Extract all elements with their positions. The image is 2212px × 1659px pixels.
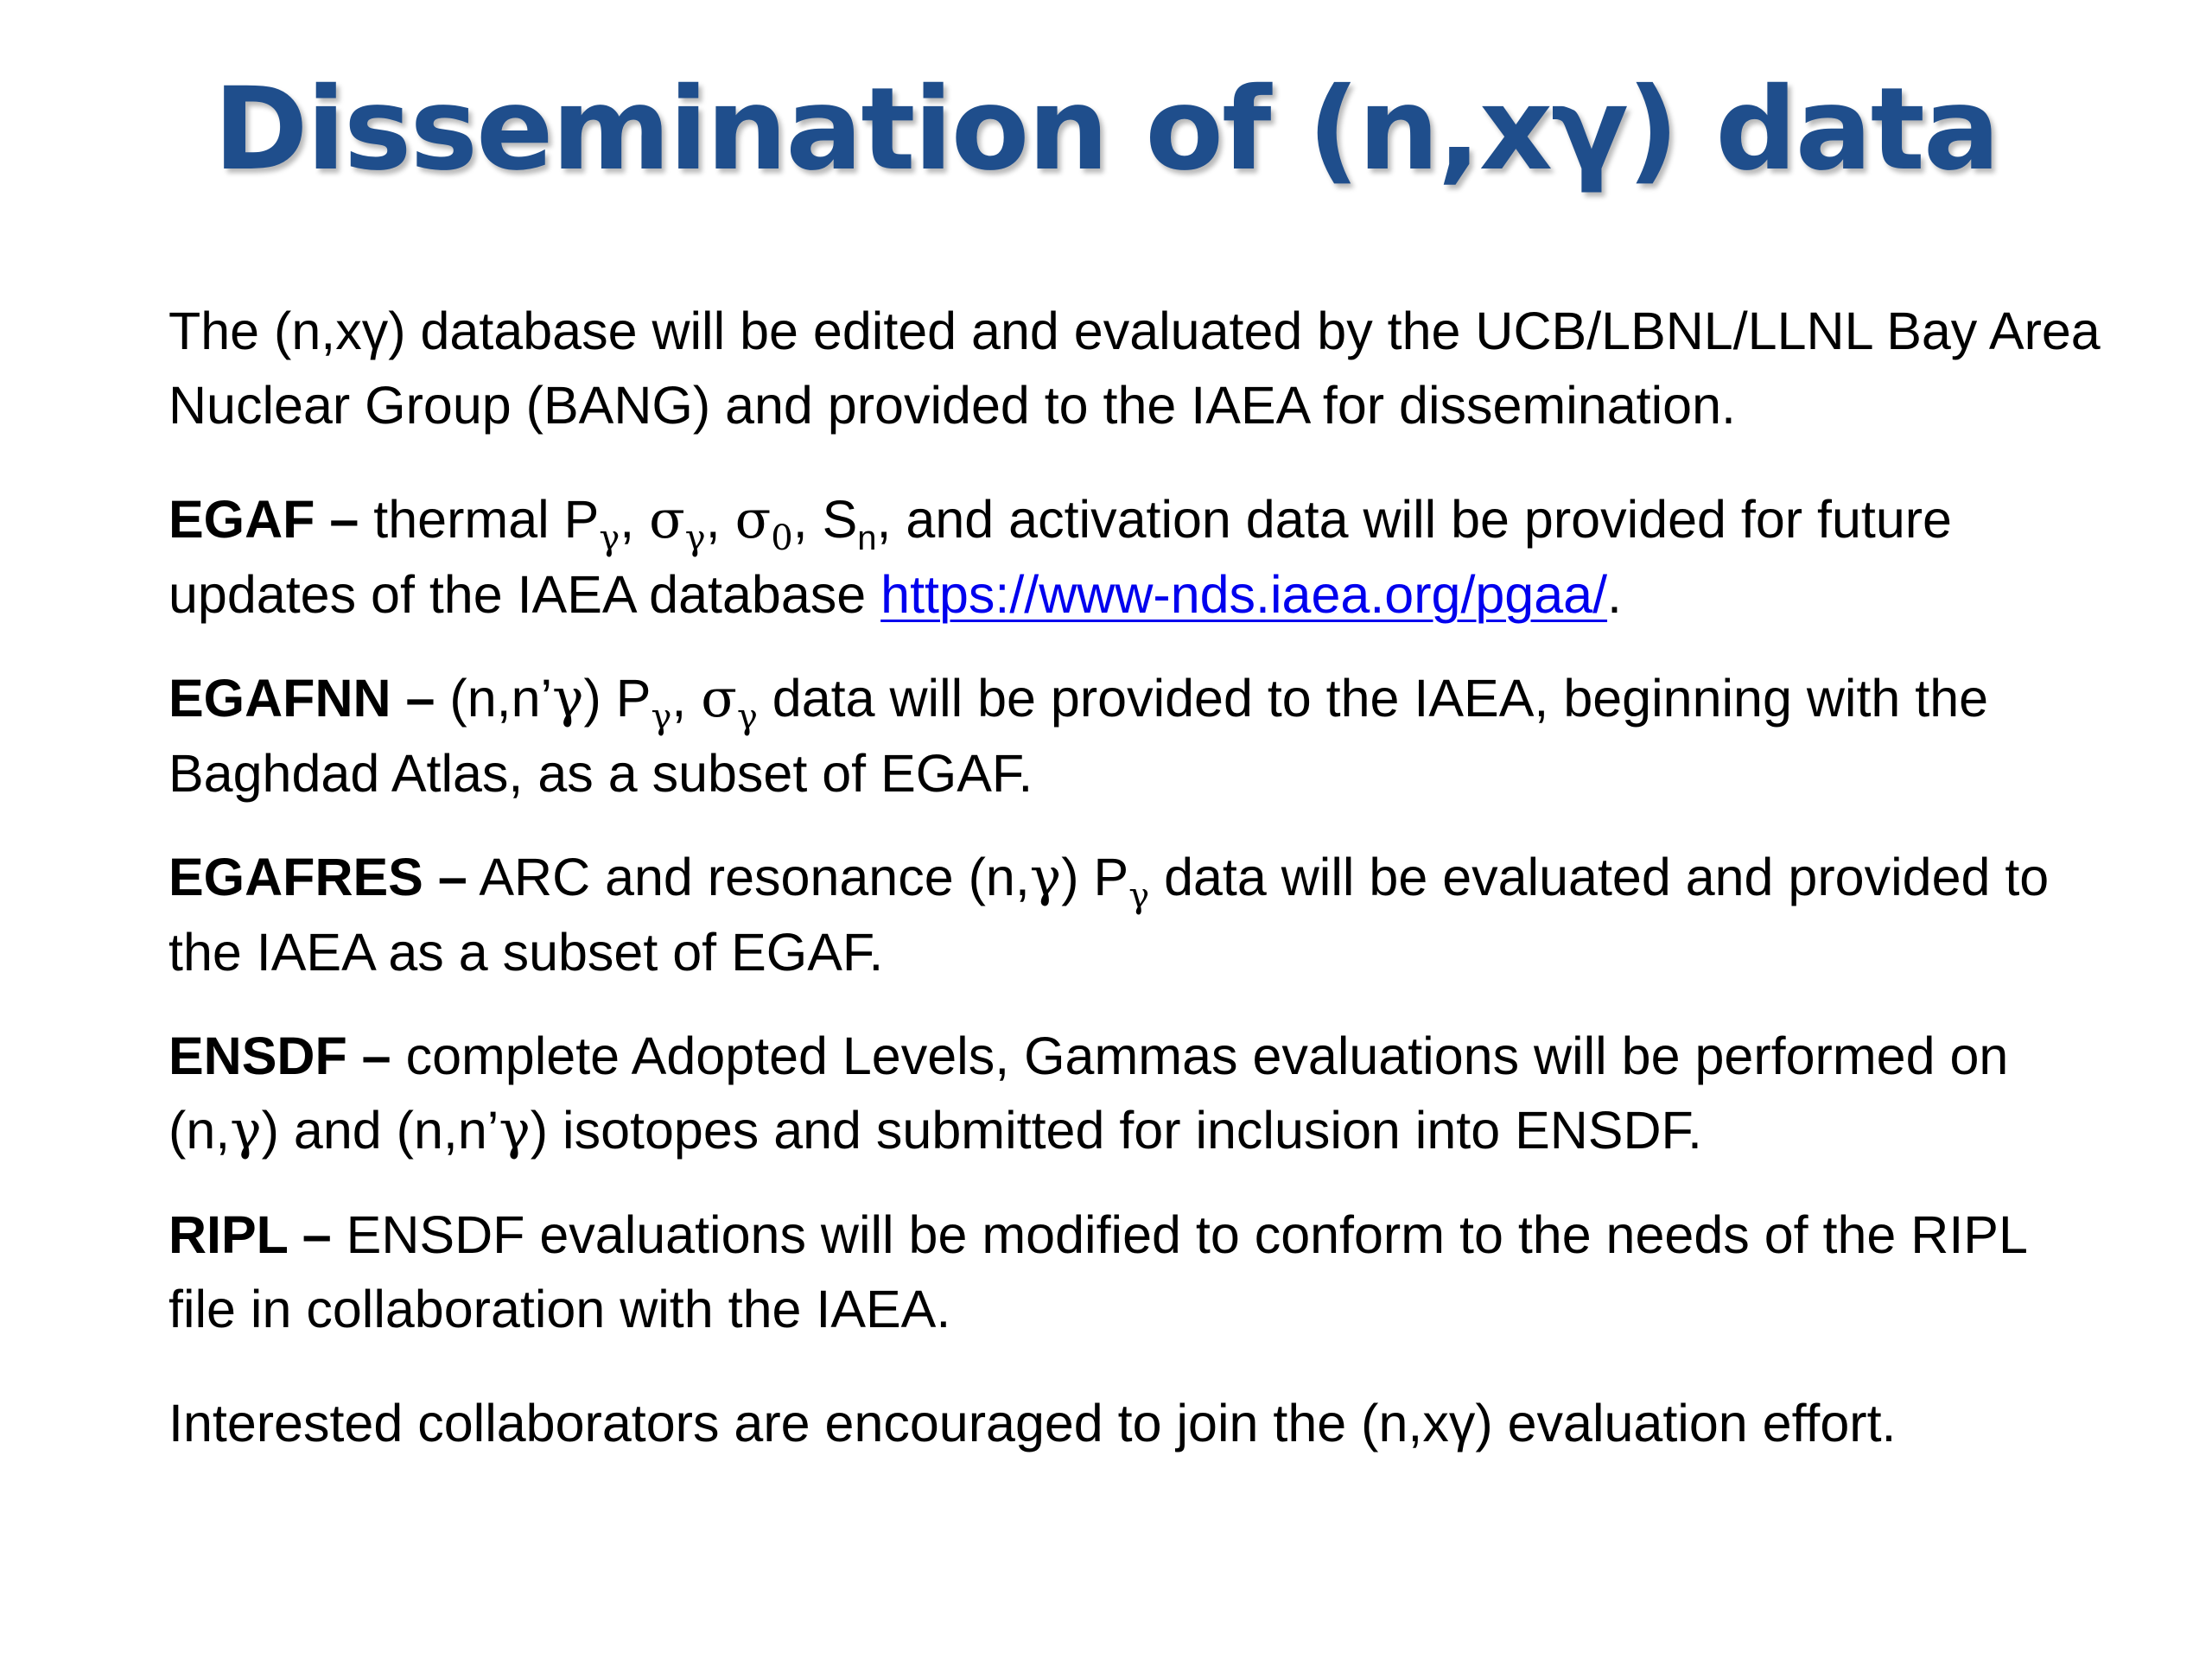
ensdf-text-a: complete Adopted Levels, Gammas evaluations will be performed on (n, xyxy=(168,1027,2009,1160)
egafres-text-b: ) P xyxy=(1061,848,1129,906)
egaf-sigma-1: σ xyxy=(649,489,685,550)
egaf-text-d: , S xyxy=(792,490,858,549)
ensdf-text-b: ) and (n,n’ xyxy=(261,1101,499,1160)
egaf-subscript-n: n xyxy=(857,519,877,557)
closing-paragraph: Interested collaborators are encouraged to join the (n,xγ) evaluation effort. xyxy=(168,1394,1897,1452)
ensdf-gamma-2: γ xyxy=(499,1100,531,1161)
egafres-text-c: data will be evaluated and provided to the IAEA as a subset of EGAF. xyxy=(168,848,2050,982)
egaf-text-c: , xyxy=(705,490,735,549)
egafres-subscript-gamma: γ xyxy=(1128,876,1150,916)
egafnn-sigma: σ xyxy=(701,668,737,729)
egafnn-paragraph xyxy=(168,661,2104,810)
egafres-paragraph xyxy=(168,840,2104,989)
ensdf-term: ENSDF – xyxy=(168,1027,391,1085)
ripl-term: RIPL – xyxy=(168,1205,332,1264)
egafres-text-a: ARC and resonance (n, xyxy=(467,848,1030,906)
egaf-text-a: thermal P xyxy=(359,490,600,549)
ensdf-gamma-1: γ xyxy=(230,1100,262,1161)
egafnn-subscript-gamma-2: γ xyxy=(736,697,758,737)
egaf-text-f: . xyxy=(1607,565,1622,624)
egaf-text-e: , and activation data will be provided for future updates of the IAEA database xyxy=(168,490,1952,624)
egaf-subscript-gamma-2: γ xyxy=(684,518,706,558)
ensdf-paragraph xyxy=(168,1019,2104,1168)
egafnn-subscript-gamma-1: γ xyxy=(651,697,672,737)
intro-paragraph: The (n,xγ) database will be edited and evaluated by the UCB/LBNL/LLNL Bay Area Nuclear Group (BANG) and provided to the IAEA for dissemination. xyxy=(168,302,2101,435)
egafres-term: EGAFRES – xyxy=(168,848,467,906)
egaf-subscript-zero: 0 xyxy=(771,518,793,558)
ripl-text-a: ENSDF evaluations will be modified to conform to the needs of the RIPL file in collaboration with the IAEA. xyxy=(168,1205,2026,1338)
ensdf-text-c: ) isotopes and submitted for inclusion into ENSDF. xyxy=(530,1101,1702,1160)
egafnn-term: EGAFNN – xyxy=(168,669,435,728)
ripl-paragraph xyxy=(168,1198,2104,1346)
egafnn-gamma: γ xyxy=(552,668,584,729)
slide-title: Dissemination of (n,xγ) data xyxy=(213,63,1999,196)
egaf-text-b: , xyxy=(620,490,650,549)
egaf-subscript-gamma-1: γ xyxy=(599,518,620,558)
egafnn-text-d: data will be provided to the IAEA, beginning with the Baghdad Atlas, as a subset of EGAF. xyxy=(168,669,1989,803)
egafnn-text-b: ) P xyxy=(583,669,652,728)
egaf-paragraph xyxy=(168,482,2104,632)
egaf-term: EGAF – xyxy=(168,490,359,549)
egaf-sigma-0: σ xyxy=(734,489,772,550)
slide-body xyxy=(168,294,2104,1460)
egafnn-text-c: , xyxy=(671,669,702,728)
pgaa-database-link[interactable]: https://www-nds.iaea.org/pgaa/ xyxy=(880,565,1608,624)
egafres-gamma: γ xyxy=(1029,847,1062,908)
egafnn-text-a: (n,n’ xyxy=(435,669,553,728)
